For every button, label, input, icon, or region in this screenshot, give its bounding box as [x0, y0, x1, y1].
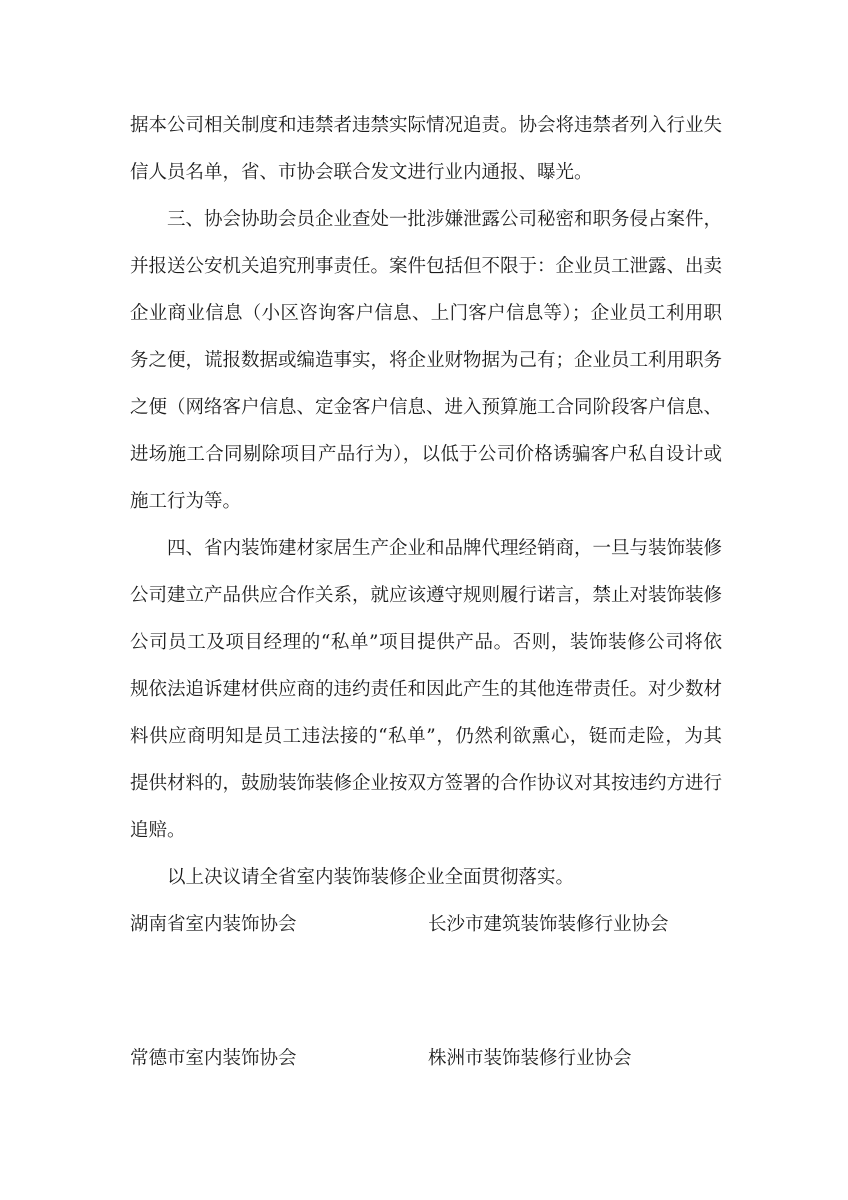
document-body — [130, 102, 722, 901]
signatory-zhuzhou-association: 株洲市装饰装修行业协会 — [428, 1048, 632, 1069]
signatory-hunan-association: 湖南省室内装饰协会 — [130, 914, 297, 935]
paragraph-continuation: 据本公司相关制度和违禁者违禁实际情况追责。协会将违禁者列入行业失信人员名单，省、市协会联合发文进行业内通报、曝光。 — [130, 115, 723, 183]
signatory-changde-association: 常德市室内装饰协会 — [130, 1048, 297, 1069]
paragraph-section-three: 三、协会协助会员企业查处一批涉嫌泄露公司秘密和职务侵占案件，并报送公安机关追究刑事责任。案件包括但不限于：企业员工泄露、出卖企业商业信息（小区咨询客户信息、上门客户信息等）；企业员工利用职务之便，谎报数据或编造事实，将企业财物据为己有；企业员工利用职务之便（网络客户信息、定金客户信息、进入预算施工合同阶段客户信息、进场施工合同剔除项目产品行为），以低于公司价格诱骗客户私自设计或施工行为等。 — [130, 209, 723, 512]
paragraph-closing: 以上决议请全省室内装饰装修企业全面贯彻落实。 — [167, 867, 575, 888]
paragraph-section-four: 四、省内装饰建材家居生产企业和品牌代理经销商，一旦与装饰装修公司建立产品供应合作关系，就应该遵守规则履行诺言，禁止对装饰装修公司员工及项目经理的“私单”项目提供产品。否则，装饰装修公司将依规依法追诉建材供应商的违约责任和因此产生的其他连带责任。对少数材料供应商明知是员工违法接的“私单”，仍然利欲熏心，铤而走险，为其提供材料的，鼓励装饰装修企业按双方签署的合作协议对其按违约方进行追赔。 — [130, 538, 723, 841]
signatory-changsha-association: 长沙市建筑装饰装修行业协会 — [428, 914, 669, 935]
